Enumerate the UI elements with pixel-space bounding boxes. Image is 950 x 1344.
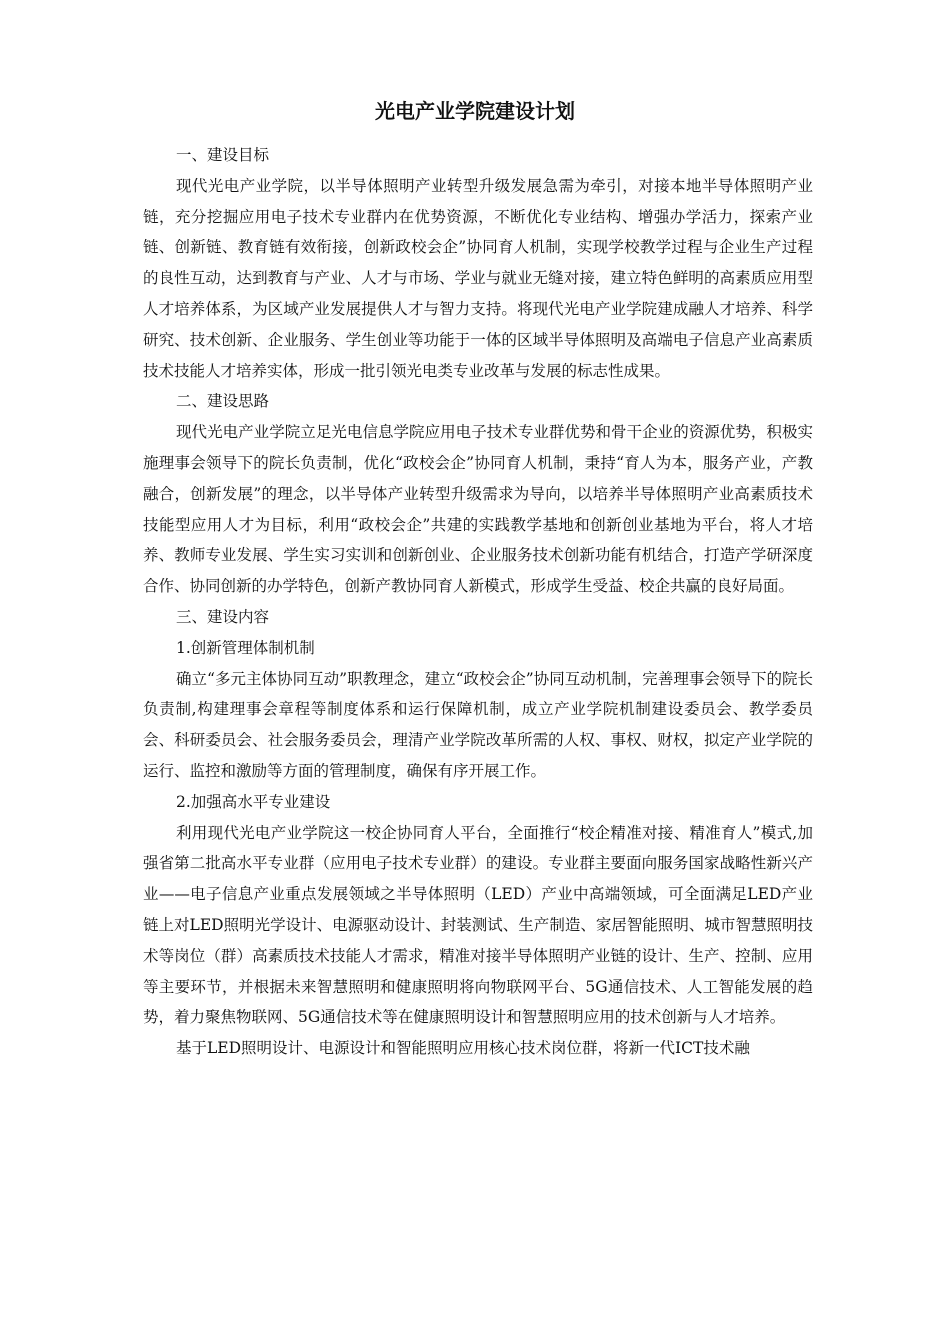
paragraph-management: 确立“多元主体协同互动”职教理念，建立“政校会企”协同互动机制，完善理事会领导下的院长负责制,构建理事会章程等制度体系和运行保障机制，成立产业学院机制建设委员会、教学委员会、科研委员会、社会服务委员会，理清产业学院改革所需的人权、事权、财权，拟定产业学院的运行、监控和激励等方面的管理制度，确保有序开展工作。: [143, 669, 813, 780]
section-heading-goals: 一、建设目标: [176, 146, 270, 164]
document-body: [143, 140, 813, 1064]
paragraph-ict-integration: 基于LED照明设计、电源设计和智能照明应用核心技术岗位群，将新一代ICT技术融: [176, 1039, 750, 1058]
document-title: 光电产业学院建设计划: [375, 99, 575, 123]
paragraph-goals: 现代光电产业学院，以半导体照明产业转型升级发展急需为牵引，对接本地半导体照明产业链，充分挖掘应用电子技术专业群内在优势资源，不断优化专业结构、增强办学活力，探索产业链、创新链、教育链有效衔接，创新政校会企”协同育人机制，实现学校教学过程与企业生产过程的良性互动，达到教育与产业、人才与市场、学业与就业无缝对接，建立特色鲜明的高素质应用型人才培养体系，为区域产业发展提供人才与智力支持。将现代光电产业学院建成融人才培养、科学研究、技术创新、企业服务、学生创业等功能于一体的区域半导体照明及高端电子信息产业高素质技术技能人才培养实体，形成一批引领光电类专业改革与发展的标志性成果。: [143, 176, 813, 380]
section-heading-approach: 二、建设思路: [176, 392, 270, 411]
paragraph-major-construction: 利用现代光电产业学院这一校企协同育人平台，全面推行“校企精准对接、精准育人”模式,加强省第二批高水平专业群（应用电子技术专业群）的建设。专业群主要面向服务国家战略性新兴产业——电子信息产业重点发展领域之半导体照明（LED）产业中高端领域，可全面满足LED产业链上对LED照明光学设计、电源驱动设计、封装测试、生产制造、家居智能照明、城市智慧照明技术等岗位（群）高素质技术技能人才需求，精准对接半导体照明产业链的设计、生产、控制、应用等主要环节，并根据未来智慧照明和健康照明将向物联网平台、5G通信技术、人工智能发展的趋势，着力聚焦物联网、5G通信技术等在健康照明设计和智慧照明应用的技术创新与人才培养。: [143, 823, 813, 1027]
subheading-major-construction: 2.加强高水平专业建设: [176, 792, 331, 811]
section-heading-content: 三、建设内容: [176, 607, 270, 626]
subheading-management: 1.创新管理体制机制: [176, 638, 315, 657]
paragraph-approach: 现代光电产业学院立足光电信息学院应用电子技术专业群优势和骨干企业的资源优势，积极实施理事会领导下的院长负责制，优化“政校会企”协同育人机制，秉持“育人为本，服务产业，产教融合，创新发展”的理念，以半导体产业转型升级需求为导向，以培养半导体照明产业高素质技术技能型应用人才为目标，利用“政校会企”共建的实践教学基地和创新创业基地为平台，将人才培养、教师专业发展、学生实习实训和创新创业、企业服务技术创新功能有机结合，打造产学研深度合作、协同创新的办学特色，创新产教协同育人新模式，形成学生受益、校企共赢的良好局面。: [143, 423, 813, 596]
